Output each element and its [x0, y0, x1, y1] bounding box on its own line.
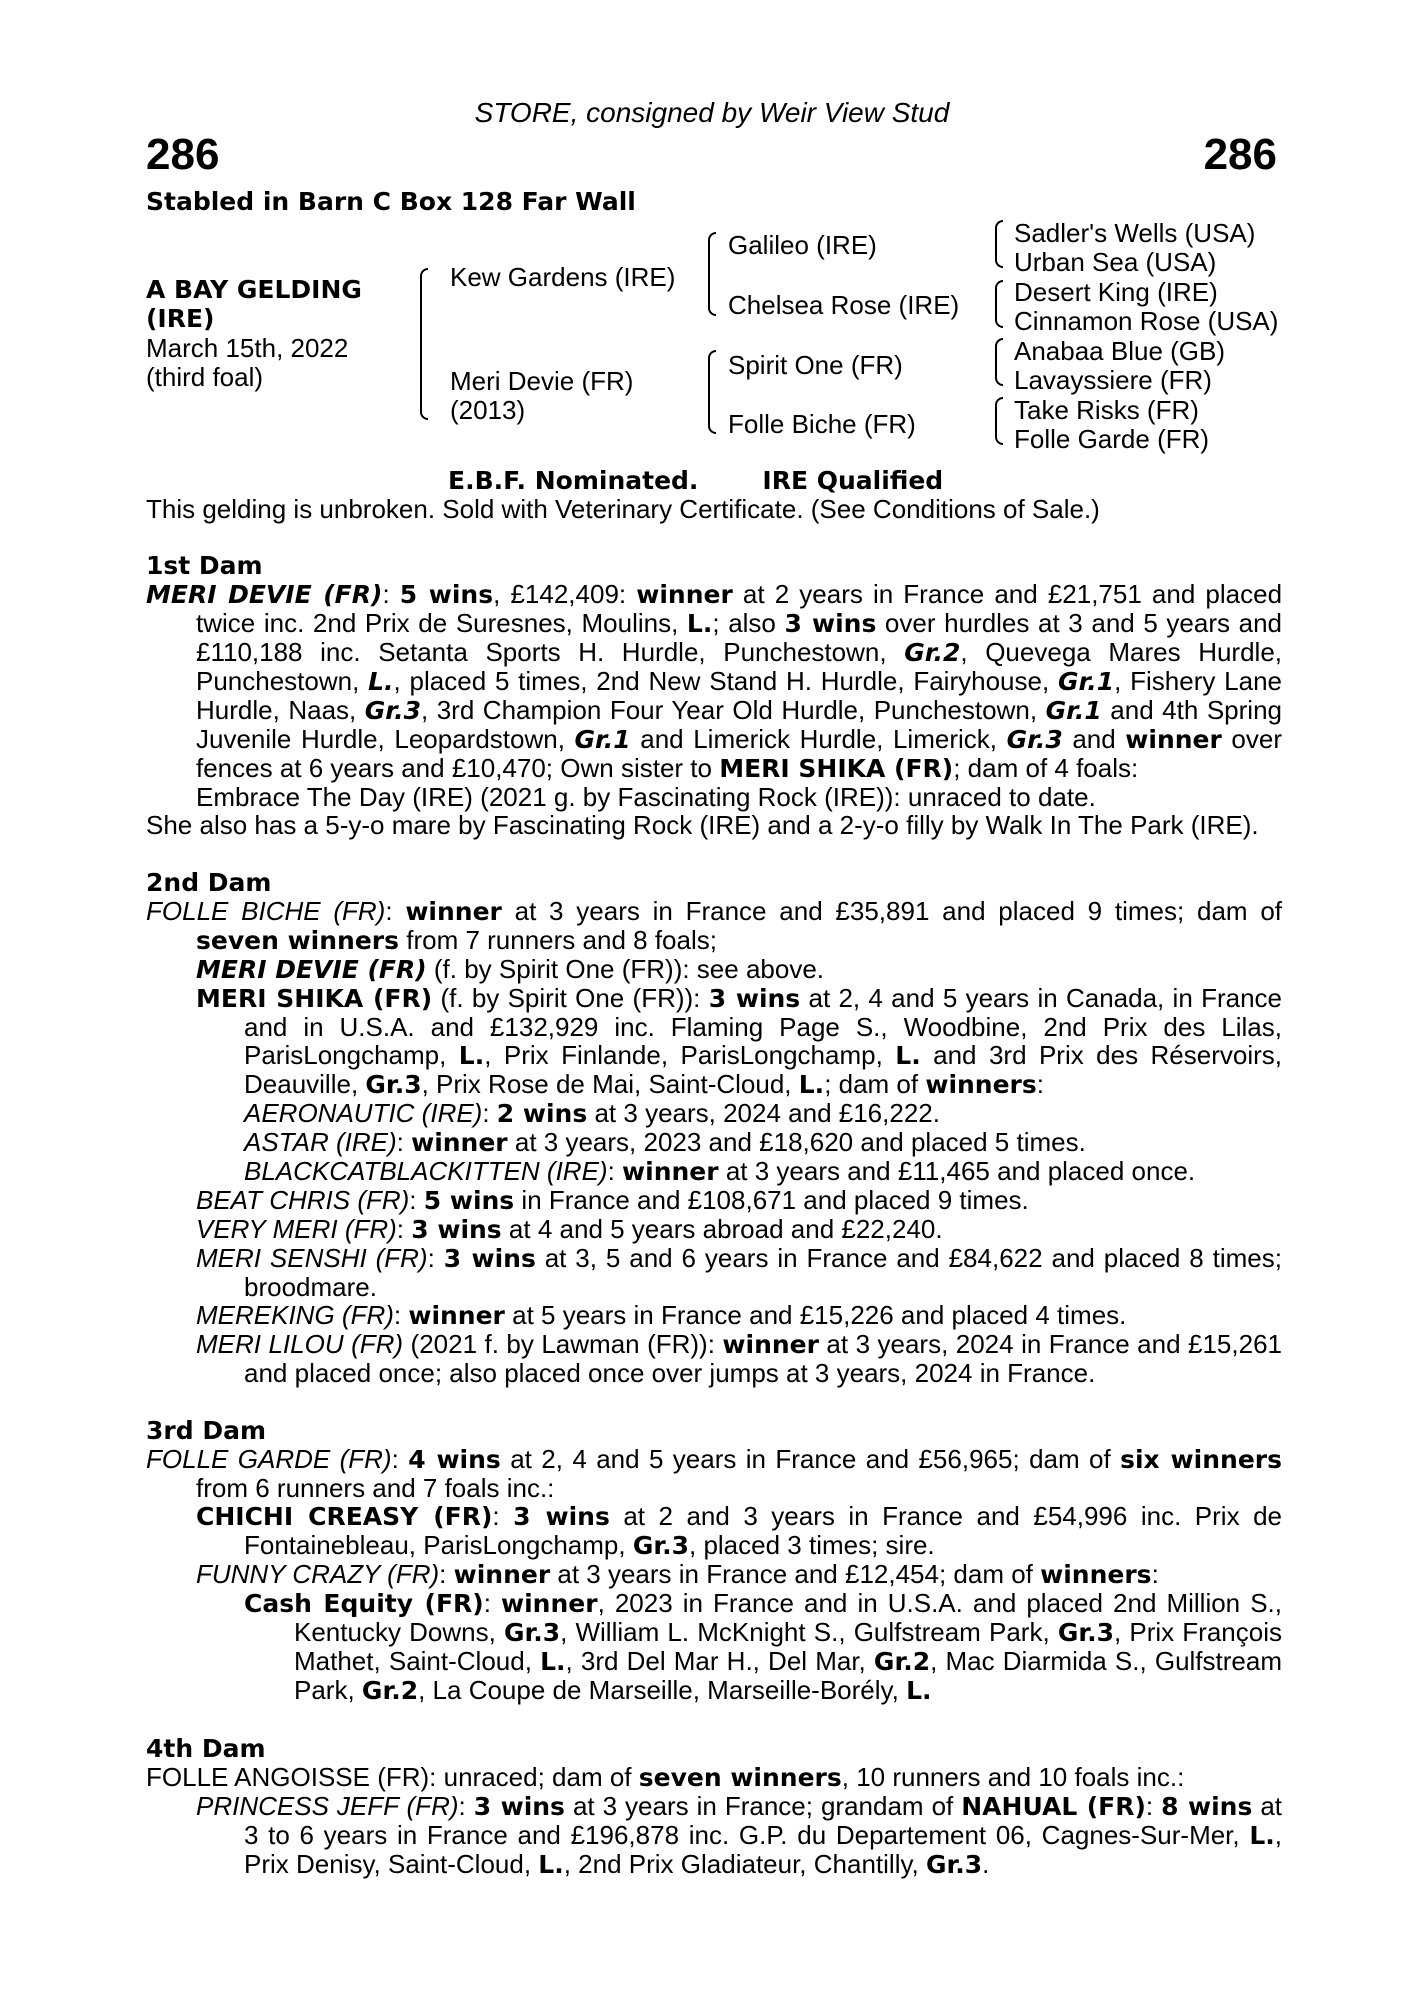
pedigree-brace-g34	[995, 280, 1003, 328]
progeny-meri-devie: MERI DEVIE (FR) (f. by Spirit One (FR)): see above.	[196, 954, 825, 984]
pedigree-brace-dam	[708, 350, 716, 434]
pedigree-g7: Take Risks (FR)	[1014, 395, 1199, 425]
first-dam-title: 1st Dam	[146, 551, 263, 580]
progeny-aeronautic: AERONAUTIC (IRE): 2 wins at 3 years, 2024 and £16,222.	[244, 1098, 940, 1128]
pedigree-sire: Kew Gardens (IRE)	[450, 262, 676, 292]
pedigree-dam-dam: Folle Biche (FR)	[728, 409, 916, 439]
pedigree-g8: Folle Garde (FR)	[1014, 424, 1210, 454]
pedigree-brace-sire	[708, 232, 716, 316]
second-dam-title: 2nd Dam	[146, 868, 272, 897]
progeny-princess-jeff: PRINCESS JEFF (FR): 3 wins at 3 years in France; grandam of NAHUAL (FR): 8 wins at 3 to 6 years in France and £196,878 inc. G.P. du Departement 06, Cagnes-Sur-Mer, L., Prix Denisy, Saint-Cloud, L., 2nd Prix Gladiateur, Chantilly, Gr.3.	[196, 1791, 1283, 1879]
pedigree-brace-main	[420, 268, 428, 420]
subject-foal-order: (third foal)	[146, 362, 264, 392]
progeny-blackcatblackitten: BLACKCATBLACKITTEN (IRE): winner at 3 years and £11,465 and placed once.	[244, 1156, 1196, 1186]
pedigree-brace-g56	[995, 338, 1003, 386]
lot-number-left: 286	[146, 130, 220, 179]
ebf-nominated: E.B.F. Nominated.	[448, 466, 699, 495]
pedigree-g4: Cinnamon Rose (USA)	[1014, 306, 1279, 336]
pedigree-brace-g78	[995, 397, 1003, 445]
pedigree-sire-dam: Chelsea Rose (IRE)	[728, 290, 960, 320]
first-dam-section	[146, 552, 1282, 839]
first-dam-note: She also has a 5-y-o mare by Fascinating Rock (IRE) and a 2-y-o filly by Walk In The Park (IRE).	[146, 810, 1259, 840]
subject-title: A BAY GELDING	[146, 275, 362, 304]
progeny-very-meri: VERY MERI (FR): 3 wins at 4 and 5 years abroad and £22,240.	[196, 1214, 943, 1244]
progeny-beat-chris: BEAT CHRIS (FR): 5 wins in France and £108,671 and placed 9 times.	[196, 1185, 1029, 1215]
pedigree-brace-g12	[995, 220, 1003, 268]
fourth-dam-entry: FOLLE ANGOISSE (FR): unraced; dam of seven winners, 10 runners and 10 foals inc.:	[146, 1762, 1185, 1792]
sale-note: This gelding is unbroken. Sold with Veterinary Certificate. (See Conditions of Sale.)	[146, 494, 1100, 524]
pedigree-g1: Sadler's Wells (USA)	[1014, 218, 1256, 248]
third-dam-section	[146, 1417, 1282, 1705]
progeny-mereking: MEREKING (FR): winner at 5 years in France and £15,226 and placed 4 times.	[196, 1300, 1127, 1330]
pedigree-g6: Lavayssiere (FR)	[1014, 365, 1212, 395]
pedigree-g2: Urban Sea (USA)	[1014, 247, 1217, 277]
progeny-funny-crazy: FUNNY CRAZY (FR): winner at 3 years in France and £12,454; dam of winners:	[196, 1559, 1159, 1589]
third-dam-entry: FOLLE GARDE (FR): 4 wins at 2, 4 and 5 years in France and £56,965; dam of six winners from 6 runners and 7 foals inc.:	[146, 1444, 1282, 1503]
fourth-dam-title: 4th Dam	[146, 1734, 266, 1763]
third-dam-title: 3rd Dam	[146, 1416, 266, 1445]
progeny-meri-shika: MERI SHIKA (FR) (f. by Spirit One (FR)): 3 wins at 2, 4 and 5 years in Canada, in France and in U.S.A. and £132,929 inc. Flaming Page S., Woodbine, 2nd Prix des Lilas, ParisLongchamp, L., Prix Finlande, ParisLongchamp, L. and 3rd Prix des Réservoirs, Deauville, Gr.3, Prix Rose de Mai, Saint-Cloud, L.; dam of winners:	[196, 983, 1283, 1099]
catalogue-body	[146, 552, 1282, 1879]
progeny-meri-senshi: MERI SENSHI (FR): 3 wins at 3, 5 and 6 years in France and £84,622 and placed 8 times; broodmare.	[196, 1243, 1282, 1302]
progeny-astar: ASTAR (IRE): winner at 3 years, 2023 and £18,620 and placed 5 times.	[244, 1127, 1086, 1157]
fourth-dam-section	[146, 1735, 1282, 1879]
pedigree-g5: Anabaa Blue (GB)	[1014, 336, 1226, 366]
pedigree-dam: Meri Devie (FR)	[450, 366, 634, 396]
first-dam-entry: MERI DEVIE (FR): 5 wins, £142,409: winner at 2 years in France and £21,751 and placed twice inc. 2nd Prix de Suresnes, Moulins, L.; also 3 wins over hurdles at 3 and 5 years and £110,188 inc. Setanta Sports H. Hurdle, Punchestown, Gr.2, Quevega Mares Hurdle, Punchestown, L., placed 5 times, 2nd New Stand H. Hurdle, Fairyhouse, Gr.1, Fishery Lane Hurdle, Naas, Gr.3, 3rd Champion Four Year Old Hurdle, Punchestown, Gr.1 and 4th Spring Juvenile Hurdle, Leopardstown, Gr.1 and Limerick Hurdle, Limerick, Gr.3 and winner over fences at 6 years and £10,470; Own sister to MERI SHIKA (FR); dam of 4 foals:	[146, 579, 1283, 783]
stabling-info: Stabled in Barn C Box 128 Far Wall	[146, 187, 636, 216]
nomination-status	[448, 466, 1007, 495]
first-dam-foal: Embrace The Day (IRE) (2021 g. by Fascinating Rock (IRE)): unraced to date.	[196, 782, 1096, 812]
subject-title-country: (IRE)	[146, 304, 215, 333]
pedigree-dam-year: (2013)	[450, 395, 526, 425]
progeny-chichi-creasy: CHICHI CREASY (FR): 3 wins at 2 and 3 years in France and £54,996 inc. Prix de Fontainebleau, ParisLongchamp, Gr.3, placed 3 times; sire.	[196, 1501, 1282, 1560]
second-dam-section	[146, 869, 1282, 1387]
progeny-cash-equity: Cash Equity (FR): winner, 2023 in France and in U.S.A. and placed 2nd Million S., Kentucky Downs, Gr.3, William L. McKnight S., Gulfstream Park, Gr.3, Prix François Mathet, Saint-Cloud, L., 3rd Del Mar H., Del Mar, Gr.2, Mac Diarmida S., Gulfstream Park, Gr.2, La Coupe de Marseille, Marseille-Borély, L.	[244, 1588, 1282, 1705]
pedigree-g3: Desert King (IRE)	[1014, 277, 1218, 307]
consignment-header: STORE, consigned by Weir View Stud	[474, 97, 950, 128]
subject-foaled: March 15th, 2022	[146, 333, 349, 363]
ire-qualified: IRE Qualified	[762, 466, 944, 495]
progeny-meri-lilou: MERI LILOU (FR) (2021 f. by Lawman (FR)): winner at 3 years, 2024 in France and £15,261 and placed once; also placed once over jumps at 3 years, 2024 in France.	[196, 1329, 1282, 1388]
pedigree-dam-sire: Spirit One (FR)	[728, 350, 903, 380]
pedigree-sire-sire: Galileo (IRE)	[728, 230, 877, 260]
lot-number-right: 286	[1203, 130, 1277, 179]
second-dam-entry: FOLLE BICHE (FR): winner at 3 years in France and £35,891 and placed 9 times; dam of seven winners from 7 runners and 8 foals;	[146, 896, 1282, 955]
